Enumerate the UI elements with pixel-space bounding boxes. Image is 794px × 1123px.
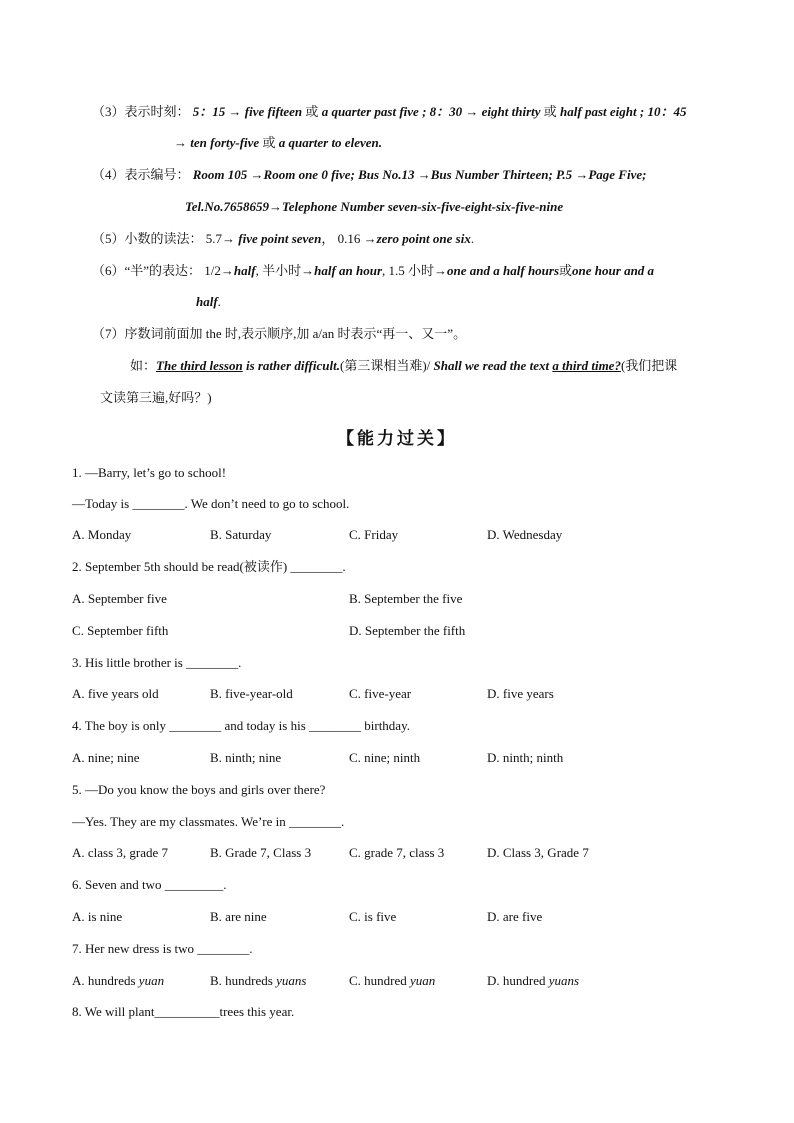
note-6-ex3-alt: one hour and a — [572, 263, 655, 278]
note-3-or2: 或 — [543, 104, 557, 119]
note-7-line2: 文读第三遍,好吗？) — [100, 390, 212, 405]
note-7-ex-prefix: 如： — [130, 358, 157, 373]
q3-option-c[interactable]: C. five-year — [349, 686, 412, 701]
q3-option-d[interactable]: D. five years — [487, 686, 554, 701]
note-5-end: . — [470, 231, 475, 246]
note-5-ex1: 5.7→ — [205, 231, 236, 246]
note-6-or: 或 — [559, 263, 573, 278]
note-5-sep: ， — [321, 231, 335, 246]
q7-option-c[interactable] — [349, 972, 435, 990]
question-1-stem-2: —Today is ________. We don’t need to go to school. — [72, 496, 350, 511]
q2-option-d[interactable]: D. September the fifth — [349, 623, 466, 638]
note-4-line1: Room 105 →Room one 0 five; Bus No.13 →Bus Number Thirteen; P.5 →Page Five; — [192, 167, 647, 182]
q7-option-b[interactable] — [210, 972, 306, 990]
q2-option-a[interactable]: A. September five — [72, 591, 167, 606]
note-7-example-line-2 — [100, 389, 212, 407]
note-6-ex1-read: half — [233, 263, 256, 278]
note-6-line-2 — [196, 293, 221, 311]
note-6-line-1 — [92, 262, 654, 280]
note-3-line-1: （3）表示时刻： 5：15 → five fifteen 或 a quarter past five ; 8：30 → eight thirty 或 half past eight ; 10：45 — [92, 104, 687, 119]
note-6-line2: half — [196, 294, 218, 309]
question-6-stem: 6. Seven and two _________. — [72, 877, 227, 892]
note-7-ex2-cn: (我们把课 — [620, 358, 678, 373]
q7-option-d[interactable] — [487, 972, 579, 990]
note-3-ex1-alt: a quarter past five ; 8：30 — [321, 104, 463, 119]
q6-option-c[interactable]: C. is five — [349, 909, 397, 924]
note-3-line-2: → ten forty-five 或 a quarter to eleven. — [174, 135, 382, 150]
note-3-line2-alt: a quarter to eleven. — [278, 135, 382, 150]
q7-option-c-italic: yuan — [410, 973, 436, 988]
note-3-label: （3）表示时刻： — [92, 104, 190, 119]
note-3-ex1-read: five fifteen — [244, 104, 303, 119]
q4-option-b[interactable]: B. ninth; nine — [210, 750, 282, 765]
note-7-ex1-cn: (第三课相当难)/ — [339, 358, 434, 373]
note-6-ex3-read: one and a half hours — [447, 263, 560, 278]
note-6-ex1: 1/2→ — [204, 263, 234, 278]
question-7-stem: 7. Her new dress is two ________. — [72, 941, 253, 956]
q7-option-c-text: C. hundred — [349, 973, 411, 988]
note-6-ex3: , 1.5 小时→ — [382, 263, 448, 278]
q7-option-a[interactable] — [72, 972, 164, 990]
question-5-stem-2: —Yes. They are my classmates. We’re in ________. — [72, 814, 345, 829]
q7-option-d-italic: yuans — [548, 973, 580, 988]
q5-option-b[interactable]: B. Grade 7, Class 3 — [210, 845, 312, 860]
q5-option-d[interactable]: D. Class 3, Grade 7 — [487, 845, 589, 860]
q3-option-b[interactable]: B. five-year-old — [210, 686, 293, 701]
note-4-line2: Tel.No.7658659→Telephone Number seven-six-five-eight-six-five-nine — [185, 199, 564, 214]
q2-option-b[interactable]: B. September the five — [349, 591, 463, 606]
q7-option-b-italic: yuans — [276, 973, 307, 988]
q7-option-d-text: D. hundred — [487, 973, 549, 988]
question-1-stem: 1. —Barry, let’s go to school! — [72, 465, 227, 480]
question-8-stem: 8. We will plant__________trees this year. — [72, 1004, 295, 1019]
q4-option-c[interactable]: C. nine; ninth — [349, 750, 421, 765]
note-7-ex2-pre: Shall we read the text — [433, 358, 553, 373]
note-5-label: （5）小数的读法： — [92, 231, 203, 246]
note-6-ex2-read: half an hour — [314, 263, 383, 278]
note-7-example-line-1 — [130, 357, 677, 375]
q4-option-d[interactable]: D. ninth; ninth — [487, 750, 564, 765]
note-6-ex2: , 半小时→ — [255, 263, 315, 278]
note-5-ex1-read: five point seven — [238, 231, 322, 246]
q5-option-a[interactable]: A. class 3, grade 7 — [72, 845, 169, 860]
question-3-stem: 3. His little brother is ________. — [72, 655, 242, 670]
q6-option-b[interactable]: B. are nine — [210, 909, 267, 924]
note-3-line2-read: ten forty-five — [190, 135, 260, 150]
note-4-line-1 — [92, 166, 646, 184]
note-7-ex2-underlined: a third time? — [552, 358, 621, 373]
question-5-stem: 5. —Do you know the boys and girls over there? — [72, 782, 326, 797]
note-4-line-2 — [185, 198, 563, 216]
section-title: 【能力过关】 — [337, 429, 457, 449]
note-3-ex2-alt: half past eight ; 10：45 — [560, 104, 687, 119]
q7-option-a-text: A. hundreds — [72, 973, 139, 988]
note-7-ex1-underlined: The third lesson — [156, 358, 243, 373]
note-6-label: （6）“半”的表达： — [92, 263, 202, 278]
q1-option-c[interactable]: C. Friday — [349, 527, 399, 542]
q7-option-b-text: B. hundreds — [210, 973, 277, 988]
note-4-label: （4）表示编号： — [92, 167, 190, 182]
note-7-label — [92, 325, 466, 343]
note-5-ex2: 0.16 → — [337, 231, 377, 246]
q6-option-a[interactable]: A. is nine — [72, 909, 123, 924]
question-4-stem: 4. The boy is only ________ and today is his ________ birthday. — [72, 718, 410, 733]
q1-option-d[interactable]: D. Wednesday — [487, 527, 563, 542]
note-3-ex2-read: eight thirty — [481, 104, 541, 119]
note-3-ex1: 5：15 — [192, 104, 226, 119]
q5-option-c[interactable]: C. grade 7, class 3 — [349, 845, 445, 860]
note-5-ex2-read: zero point one six — [376, 231, 471, 246]
q1-option-a[interactable]: A. Monday — [72, 527, 132, 542]
note-7-label-text: （7）序数词前面加 the 时,表示顺序,加 a/an 时表示“再一、又一”。 — [92, 326, 467, 341]
q3-option-a[interactable]: A. five years old — [72, 686, 159, 701]
note-3-or1: 或 — [305, 104, 319, 119]
note-5-line — [92, 230, 474, 248]
q7-option-a-italic: yuan — [138, 973, 165, 988]
q6-option-d[interactable]: D. are five — [487, 909, 543, 924]
question-2-stem: 2. September 5th should be read(被读作) ________. — [72, 559, 346, 574]
note-3-or3: 或 — [262, 135, 276, 150]
q2-option-c[interactable]: C. September fifth — [72, 623, 169, 638]
note-7-ex1-rest: is rather difficult. — [242, 358, 340, 373]
q4-option-a[interactable]: A. nine; nine — [72, 750, 140, 765]
note-6-line2-end: . — [217, 294, 221, 309]
q1-option-b[interactable]: B. Saturday — [210, 527, 272, 542]
